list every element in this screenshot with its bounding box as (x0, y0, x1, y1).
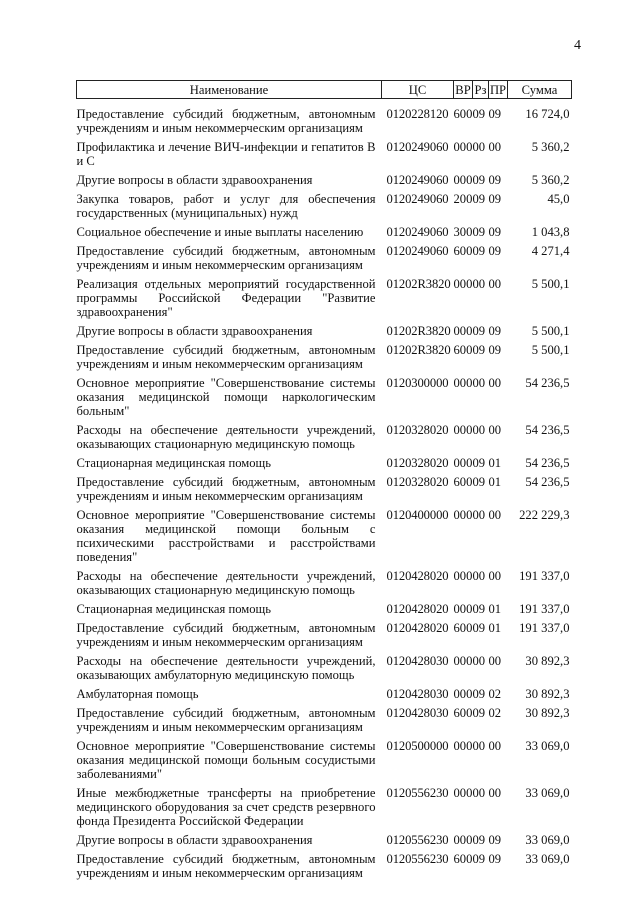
column-header-sum: Сумма (508, 81, 572, 99)
cell-rz: 00 (472, 654, 486, 668)
cell-vr: 000 (453, 739, 473, 753)
cell-cs: 0120428030 (386, 654, 449, 668)
cell-sum: 1 043,8 (531, 225, 570, 239)
cell-name: Предоставление субсидий бюджетным, автономным учреждениям и иным некоммерческим организациям (76, 852, 376, 880)
table-row (77, 786, 572, 828)
cell-rz: 09 (472, 225, 486, 239)
cell-name: Другие вопросы в области здравоохранения (76, 324, 313, 338)
cell-name: Стационарная медицинская помощь (76, 602, 271, 616)
cell-rz: 09 (472, 602, 486, 616)
cell-pr: 02 (488, 706, 502, 720)
cell-sum: 45,0 (547, 192, 570, 206)
table-row (77, 192, 572, 220)
cell-vr: 000 (453, 376, 473, 390)
cell-name: Предоставление субсидий бюджетным, автономным учреждениям и иным некоммерческим организациям (76, 621, 376, 649)
cell-vr: 600 (453, 244, 473, 258)
cell-name: Предоставление субсидий бюджетным, автономным учреждениям и иным некоммерческим организациям (76, 107, 376, 135)
table-row (77, 140, 572, 168)
cell-name: Другие вопросы в области здравоохранения (76, 833, 313, 847)
cell-cs: 0120249060 (386, 225, 449, 239)
cell-rz: 09 (472, 324, 486, 338)
cell-vr: 000 (453, 786, 473, 800)
cell-sum: 5 360,2 (531, 173, 570, 187)
cell-rz: 09 (472, 244, 486, 258)
table-row (77, 173, 572, 187)
cell-cs: 0120428030 (386, 706, 449, 720)
cell-cs: 0120249060 (386, 244, 449, 258)
cell-name: Расходы на обеспечение деятельности учреждений, оказывающих амбулаторную медицинскую помощь (76, 654, 376, 682)
cell-cs: 0120556230 (386, 833, 449, 847)
cell-sum: 33 069,0 (525, 833, 570, 847)
table-row (77, 654, 572, 682)
cell-cs: 01202R3820 (386, 324, 451, 338)
cell-sum: 5 360,2 (531, 140, 570, 154)
column-header-vr: ВР (455, 82, 471, 97)
table-row (77, 833, 572, 847)
cell-pr: 00 (488, 508, 502, 522)
cell-name: Закупка товаров, работ и услуг для обеспечения государственных (муниципальных) нужд (76, 192, 376, 220)
cell-cs: 0120249060 (386, 192, 449, 206)
cell-pr: 09 (488, 173, 502, 187)
cell-pr: 09 (488, 324, 502, 338)
cell-rz: 09 (472, 192, 486, 206)
cell-vr: 600 (453, 706, 473, 720)
table-row (77, 324, 572, 338)
cell-vr: 000 (453, 140, 473, 154)
cell-rz: 09 (472, 456, 486, 470)
cell-rz: 00 (472, 508, 486, 522)
cell-rz: 09 (472, 833, 486, 847)
column-header-pr: ПР (489, 82, 507, 97)
cell-sum: 191 337,0 (519, 569, 570, 583)
cell-name: Основное мероприятие "Совершенствование системы оказания медицинской помощи наркологическим больным" (76, 376, 376, 418)
cell-rz: 00 (472, 277, 486, 291)
cell-rz: 09 (472, 852, 486, 866)
budget-table (76, 80, 572, 880)
cell-cs: 0120500000 (386, 739, 449, 753)
cell-cs: 0120328020 (386, 423, 449, 437)
table-row (77, 277, 572, 319)
cell-vr: 000 (453, 173, 473, 187)
cell-cs: 0120400000 (386, 508, 449, 522)
table-row (77, 343, 572, 371)
cell-vr: 600 (453, 621, 473, 635)
cell-name: Расходы на обеспечение деятельности учреждений, оказывающих стационарную медицинскую помощь (76, 423, 376, 451)
cell-name: Расходы на обеспечение деятельности учреждений, оказывающих стационарную медицинскую помощь (76, 569, 376, 597)
table-row (77, 99, 572, 136)
cell-sum: 54 236,5 (525, 475, 570, 489)
cell-rz: 00 (472, 569, 486, 583)
column-header-rz: Рз (473, 81, 489, 99)
cell-pr: 00 (488, 277, 502, 291)
table-row (77, 475, 572, 503)
cell-pr: 01 (488, 456, 502, 470)
cell-name: Предоставление субсидий бюджетным, автономным учреждениям и иным некоммерческим организациям (76, 244, 376, 272)
cell-cs: 01202R3820 (386, 277, 451, 291)
cell-sum: 5 500,1 (531, 324, 570, 338)
cell-rz: 00 (472, 423, 486, 437)
cell-sum: 30 892,3 (525, 654, 570, 668)
cell-pr: 09 (488, 852, 502, 866)
cell-cs: 0120300000 (386, 376, 449, 390)
cell-name: Другие вопросы в области здравоохранения (76, 173, 313, 187)
cell-rz: 00 (472, 739, 486, 753)
table-row (77, 376, 572, 418)
cell-pr: 00 (488, 739, 502, 753)
cell-vr: 000 (453, 423, 473, 437)
cell-vr: 600 (453, 343, 473, 357)
cell-pr: 02 (488, 687, 502, 701)
column-header-name: Наименование (77, 81, 382, 99)
cell-vr: 000 (453, 687, 473, 701)
cell-rz: 09 (472, 173, 486, 187)
cell-cs: 0120428020 (386, 602, 449, 616)
cell-pr: 01 (488, 475, 502, 489)
cell-cs: 01202R3820 (386, 343, 451, 357)
column-header-cs: ЦС (382, 81, 454, 99)
cell-sum: 30 892,3 (525, 687, 570, 701)
cell-pr: 00 (488, 654, 502, 668)
cell-cs: 0120328020 (386, 475, 449, 489)
table-row (77, 706, 572, 734)
cell-name: Реализация отдельных мероприятий государственной программы Российской Федерации "Развитие здравоохранения" (76, 277, 376, 319)
cell-vr: 000 (453, 277, 473, 291)
cell-name: Профилактика и лечение ВИЧ-инфекции и гепатитов В и С (76, 140, 376, 168)
cell-sum: 16 724,0 (525, 107, 570, 121)
cell-pr: 00 (488, 786, 502, 800)
cell-vr: 000 (453, 833, 473, 847)
cell-name: Предоставление субсидий бюджетным, автономным учреждениям и иным некоммерческим организациям (76, 343, 376, 371)
cell-pr: 09 (488, 244, 502, 258)
table-row (77, 687, 572, 701)
cell-sum: 4 271,4 (531, 244, 570, 258)
cell-vr: 000 (453, 456, 473, 470)
cell-sum: 54 236,5 (525, 456, 570, 470)
cell-pr: 09 (488, 107, 502, 121)
cell-sum: 30 892,3 (525, 706, 570, 720)
cell-sum: 33 069,0 (525, 786, 570, 800)
cell-rz: 09 (472, 687, 486, 701)
cell-rz: 09 (472, 475, 486, 489)
cell-sum: 191 337,0 (519, 621, 570, 635)
cell-rz: 09 (472, 343, 486, 357)
cell-vr: 000 (453, 569, 473, 583)
table-header (77, 81, 572, 99)
table-body (77, 99, 572, 881)
cell-cs: 0120428020 (386, 569, 449, 583)
cell-sum: 54 236,5 (525, 376, 570, 390)
cell-pr: 01 (488, 602, 502, 616)
cell-name: Основное мероприятие "Совершенствование системы оказания медицинской помощи больным сосудистыми заболеваниями" (76, 739, 376, 781)
cell-name: Иные межбюджетные трансферты на приобретение медицинского оборудования за счет средств резервного фонда Президента Российской Федерации (76, 786, 376, 828)
cell-sum: 33 069,0 (525, 852, 570, 866)
cell-cs: 0120249060 (386, 173, 449, 187)
cell-sum: 5 500,1 (531, 277, 570, 291)
cell-pr: 00 (488, 423, 502, 437)
cell-name: Социальное обеспечение и иные выплаты населению (76, 225, 364, 239)
cell-name: Стационарная медицинская помощь (76, 456, 271, 470)
cell-vr: 600 (453, 475, 473, 489)
cell-cs: 0120228120 (386, 107, 449, 121)
table-row (77, 225, 572, 239)
table-row (77, 423, 572, 451)
cell-pr: 09 (488, 192, 502, 206)
cell-cs: 0120328020 (386, 456, 449, 470)
cell-pr: 09 (488, 343, 502, 357)
cell-pr: 00 (488, 140, 502, 154)
cell-rz: 00 (472, 376, 486, 390)
table-row (77, 456, 572, 470)
cell-name: Амбулаторная помощь (76, 687, 199, 701)
cell-pr: 01 (488, 621, 502, 635)
cell-rz: 00 (472, 786, 486, 800)
table-row (77, 569, 572, 597)
cell-cs: 0120428020 (386, 621, 449, 635)
table-row (77, 739, 572, 781)
cell-rz: 09 (472, 107, 486, 121)
cell-name: Предоставление субсидий бюджетным, автономным учреждениям и иным некоммерческим организациям (76, 475, 376, 503)
table-row (77, 244, 572, 272)
cell-vr: 300 (453, 225, 473, 239)
cell-pr: 00 (488, 569, 502, 583)
table-row (77, 602, 572, 616)
cell-pr: 09 (488, 225, 502, 239)
cell-sum: 191 337,0 (519, 602, 570, 616)
cell-sum: 222 229,3 (519, 508, 570, 522)
cell-vr: 000 (453, 324, 473, 338)
cell-sum: 54 236,5 (525, 423, 570, 437)
table-row (77, 621, 572, 649)
cell-vr: 600 (453, 107, 473, 121)
cell-vr: 000 (453, 602, 473, 616)
cell-cs: 0120556230 (386, 786, 449, 800)
cell-vr: 200 (453, 192, 473, 206)
cell-pr: 00 (488, 376, 502, 390)
cell-cs: 0120556230 (386, 852, 449, 866)
cell-rz: 09 (472, 706, 486, 720)
cell-pr: 09 (488, 833, 502, 847)
page-number: 4 (574, 38, 581, 53)
table-row (77, 508, 572, 564)
cell-name: Основное мероприятие "Совершенствование системы оказания медицинской помощи больным с психическими расстройствами и расстройствами поведения" (76, 508, 376, 564)
cell-name: Предоставление субсидий бюджетным, автономным учреждениям и иным некоммерческим организациям (76, 706, 376, 734)
cell-vr: 000 (453, 654, 473, 668)
cell-cs: 0120249060 (386, 140, 449, 154)
cell-rz: 00 (472, 140, 486, 154)
cell-vr: 600 (453, 852, 473, 866)
cell-sum: 33 069,0 (525, 739, 570, 753)
cell-rz: 09 (472, 621, 486, 635)
cell-sum: 5 500,1 (531, 343, 570, 357)
table-row (77, 852, 572, 880)
cell-vr: 000 (453, 508, 473, 522)
cell-cs: 0120428030 (386, 687, 449, 701)
